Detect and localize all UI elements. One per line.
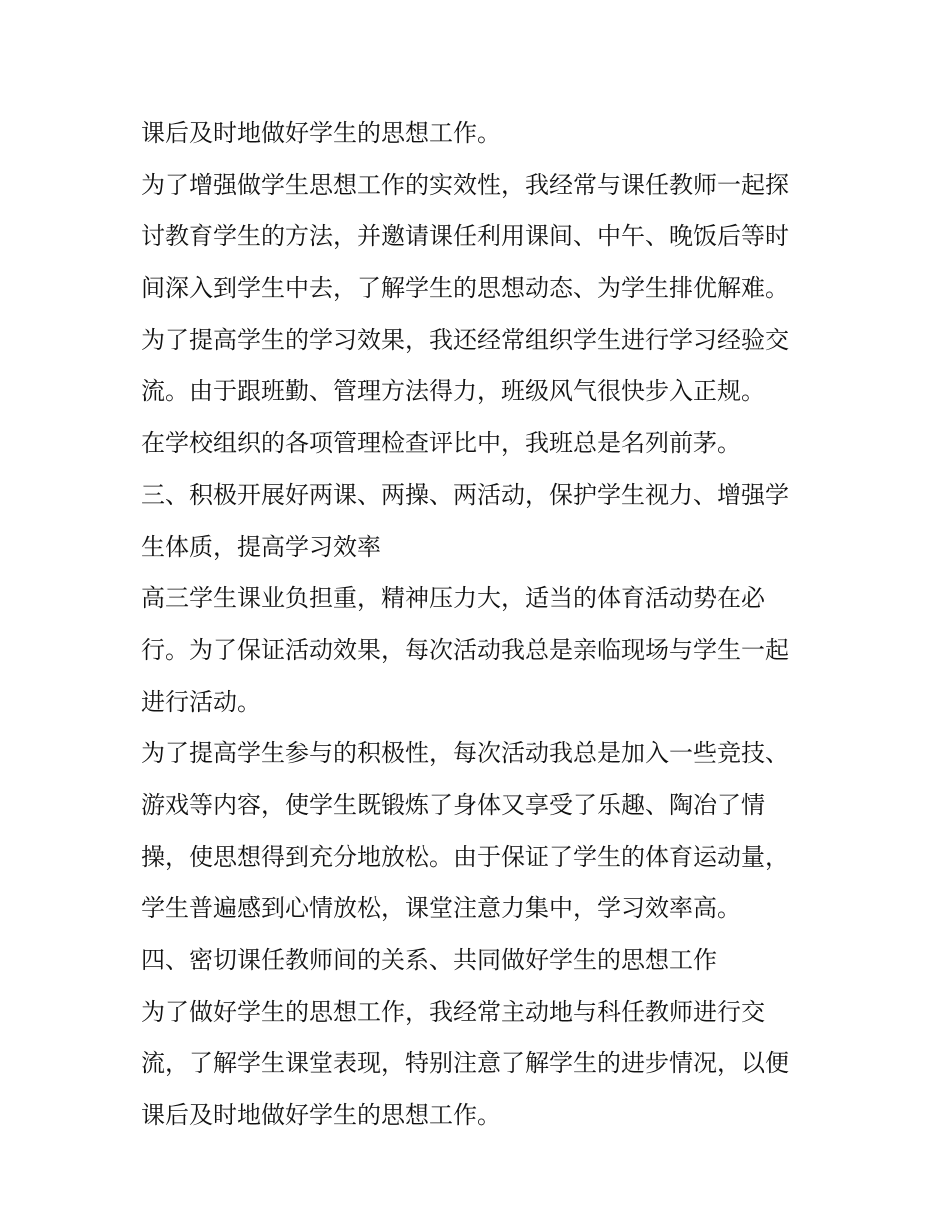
text-line: 操，使思想得到充分地放松。由于保证了学生的体育运动量， [141, 842, 789, 871]
document-body [141, 108, 821, 1142]
text-line: 流。由于跟班勤、管理方法得力，班级风气很快步入正规。 [141, 377, 765, 406]
text-line: 为了做好学生的思想工作，我经常主动地与科任教师进行交 [141, 997, 765, 1026]
text-line: 课后及时地做好学生的思想工作。 [141, 119, 501, 147]
text-line: 为了提高学生参与的积极性，每次活动我总是加入一些竞技、 [141, 739, 789, 768]
text-line: 为了提高学生的学习效果，我还经常组织学生进行学习经验交 [141, 325, 789, 354]
section-heading-4: 四、密切课任教师间的关系、共同做好学生的思想工作 [141, 946, 717, 974]
text-line: 讨教育学生的方法，并邀请课任利用课间、中午、晚饭后等时 [141, 222, 789, 251]
text-line: 游戏等内容，使学生既锻炼了身体又享受了乐趣、陶冶了情 [141, 790, 765, 819]
text-line: 进行活动。 [141, 687, 261, 716]
text-line: 间深入到学生中去，了解学生的思想动态、为学生排优解难。 [141, 274, 789, 303]
text-line: 高三学生课业负担重，精神压力大，适当的体育活动势在必 [141, 584, 765, 613]
text-line: 学生普遍感到心情放松，课堂注意力集中，学习效率高。 [141, 894, 741, 923]
section-heading-3-cont: 生体质，提高学习效率 [141, 532, 381, 561]
text-line: 为了增强做学生思想工作的实效性，我经常与课任教师一起探 [141, 170, 789, 199]
text-line: 课后及时地做好学生的思想工作。 [141, 1101, 501, 1130]
text-line: 在学校组织的各项管理检查评比中，我班总是名列前茅。 [141, 429, 741, 458]
section-heading-3: 三、积极开展好两课、两操、两活动，保护学生视力、增强学 [141, 480, 789, 509]
text-line: 流，了解学生课堂表现，特别注意了解学生的进步情况，以便 [141, 1049, 789, 1078]
text-line: 行。为了保证活动效果，每次活动我总是亲临现场与学生一起 [141, 635, 789, 664]
